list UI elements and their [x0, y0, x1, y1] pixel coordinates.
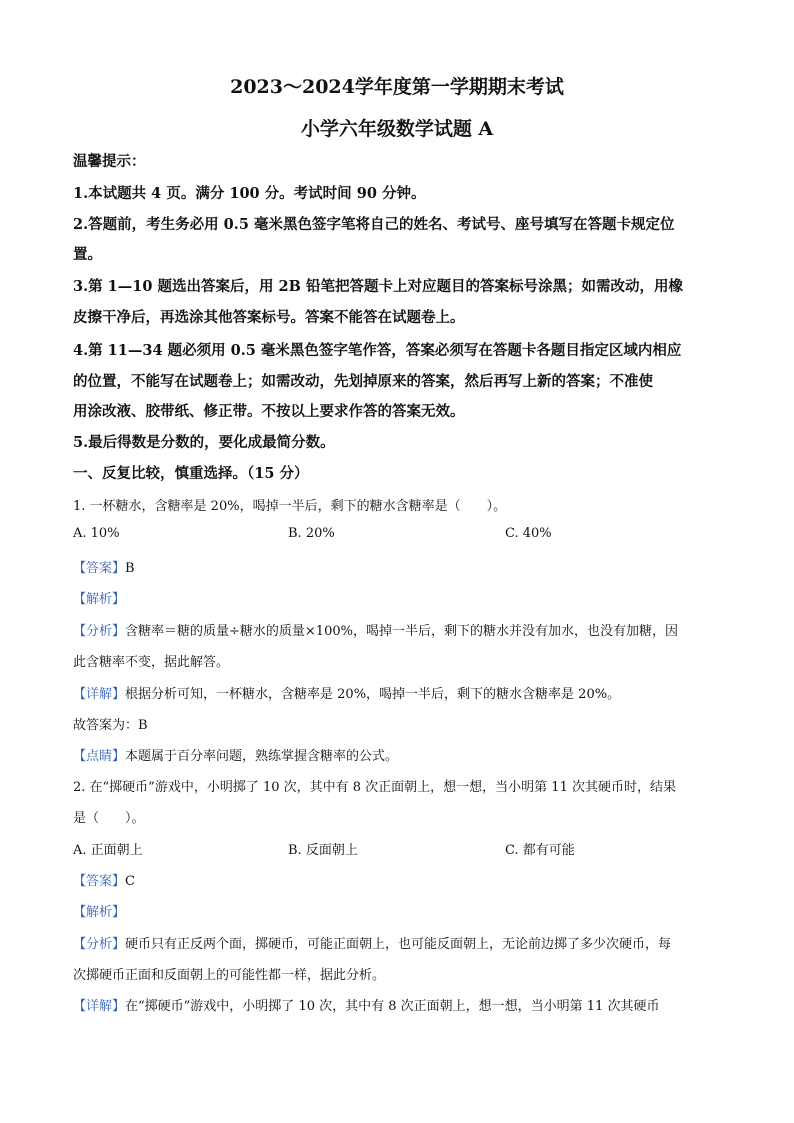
comment-text: 本题属于百分率问题，熟练掌握含糖率的公式。: [125, 749, 399, 764]
q2-fenxi-line2: 次掷硬币正面和反面朝上的可能性都一样，据此分析。: [73, 968, 386, 983]
q2-stem-line2: 是（ ）。: [73, 811, 145, 826]
q2-stem-line1: 2. 在“掷硬币”游戏中，小明掷了 10 次，其中有 8 次正面朝上，想一想，当小明第 11 次其硬币时，结果: [73, 780, 676, 795]
exam-title: 2023～2024学年度第一学期期末考试: [230, 76, 564, 98]
tip-4-line3: 用涂改液、胶带纸、修正带。不按以上要求作答的答案无效。: [73, 403, 465, 420]
fenxi-text: 含糖率＝糖的质量÷糖水的质量×100%，喝掉一半后，剩下的糖水并没有加水，也没有加糖，因: [125, 624, 678, 639]
q2-analysis: [73, 901, 125, 920]
answer-tag: 【答案】: [73, 874, 126, 889]
tip-5: 5.最后得数是分数的，要化成最简分数。: [73, 434, 335, 451]
tip-1: 1.本试题共 4 页。满分 100 分。考试时间 90 分钟。: [73, 185, 426, 202]
detail-text: 根据分析可知，一杯糖水，含糖率是 20%，喝掉一半后，剩下的糖水含糖率是 20%。: [125, 687, 621, 702]
q1-answer: [73, 557, 135, 576]
tip-2-line1: 2.答题前，考生务必用 0.5 毫米黑色签字笔将自己的姓名、考试号、座号填写在答题卡规定位: [73, 216, 675, 233]
q1-fenxi-line2: 此含糖率不变，据此解答。: [73, 655, 230, 670]
q1-analysis: [73, 588, 125, 607]
tip-2-line2: 置。: [73, 246, 102, 263]
exam-subtitle: 小学六年级数学试题 A: [300, 118, 494, 140]
comment-tag: 【点睛】: [73, 749, 126, 764]
tip-4-line2: 的位置，不能写在试题卷上；如需改动，先划掉原来的答案，然后再写上新的答案；不准使: [73, 373, 653, 390]
q2-detail: [73, 995, 659, 1014]
q1-option-c: C. 40%: [505, 526, 552, 541]
q1-option-a: A. 10%: [73, 526, 120, 541]
fenxi-text: 硬币只有正反两个面，掷硬币，可能正面朝上，也可能反面朝上，无论前边掷了多少次硬币，每: [125, 937, 672, 952]
answer-value: B: [125, 561, 135, 576]
q2-answer: [73, 870, 135, 889]
section-heading: 一、反复比较，慎重选择。（15 分）: [73, 465, 309, 482]
q1-stem: 1. 一杯糖水，含糖率是 20%，喝掉一半后，剩下的糖水含糖率是（ ）。: [73, 499, 507, 514]
tip-3-line1: 3.第 1—10 题选出答案后，用 2B 铅笔把答题卡上对应题目的答案标号涂黑；如需改动，用橡: [73, 278, 683, 295]
detail-tag: 【详解】: [73, 687, 126, 702]
answer-value: C: [125, 874, 135, 889]
q1-comment: [73, 745, 398, 764]
q1-conclusion: 故答案为：B: [73, 718, 148, 733]
q2-option-b: B. 反面朝上: [288, 843, 358, 858]
answer-tag: 【答案】: [73, 561, 126, 576]
q1-detail: [73, 683, 620, 702]
tip-3-line2: 皮擦干净后，再选涂其他答案标号。答案不能答在试题卷上。: [73, 309, 465, 326]
q2-option-a: A. 正面朝上: [73, 843, 143, 858]
q2-fenxi-line1: [73, 933, 671, 952]
q1-option-b: B. 20%: [288, 526, 335, 541]
detail-text: 在“掷硬币”游戏中，小明掷了 10 次，其中有 8 次正面朝上，想一想，当小明第 11 次其硬币: [125, 999, 660, 1014]
analysis-tag: 【解析】: [73, 905, 126, 920]
fenxi-tag: 【分析】: [73, 937, 126, 952]
detail-tag: 【详解】: [73, 999, 126, 1014]
q2-option-c: C. 都有可能: [505, 843, 575, 858]
analysis-tag: 【解析】: [73, 592, 126, 607]
tip-4-line1: 4.第 11—34 题必须用 0.5 毫米黑色签字笔作答，答案必须写在答题卡各题目指定区域内相应: [73, 342, 682, 359]
q1-fenxi-line1: [73, 620, 678, 639]
tips-heading: 温馨提示：: [73, 153, 146, 170]
fenxi-tag: 【分析】: [73, 624, 126, 639]
